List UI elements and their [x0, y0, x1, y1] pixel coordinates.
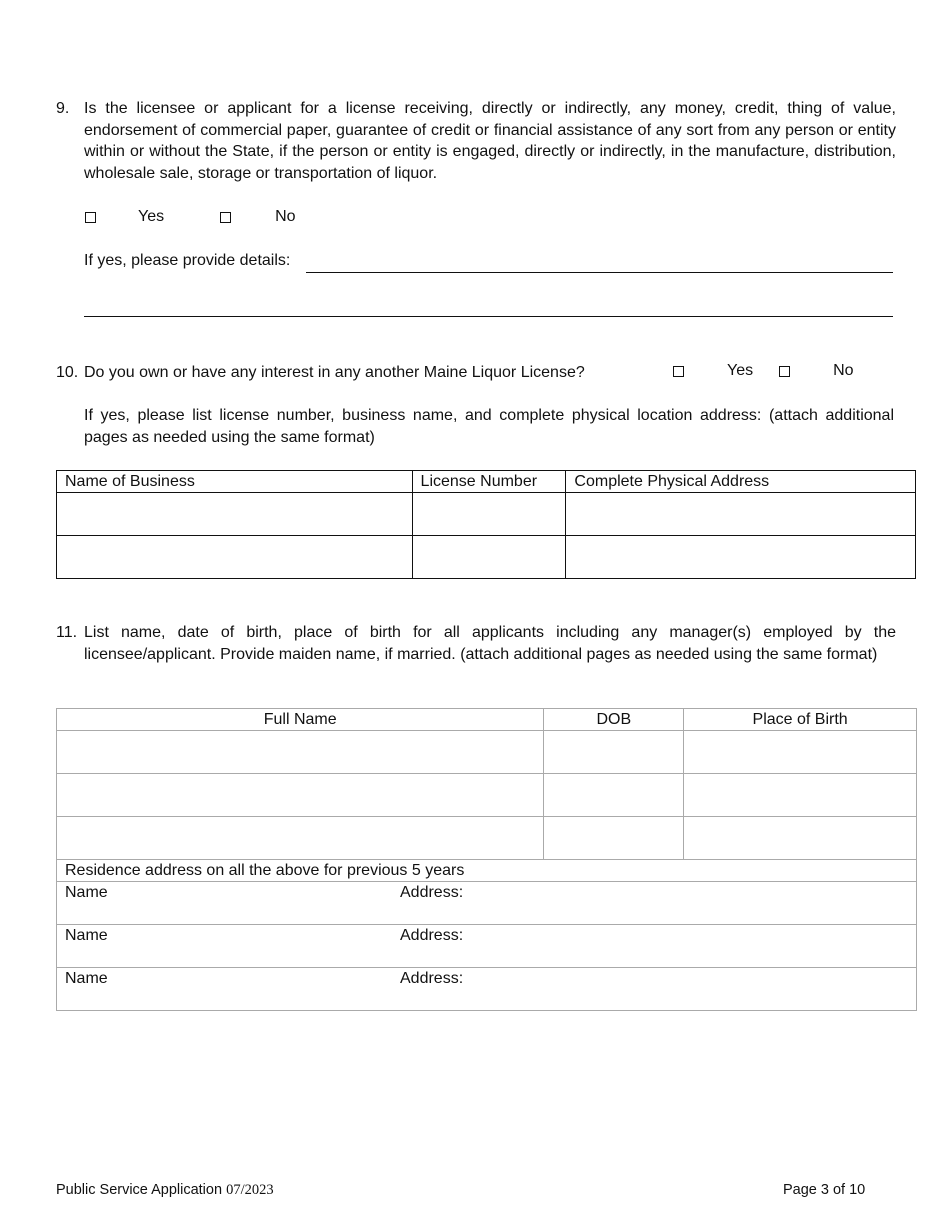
- question-number: 9.: [56, 100, 70, 117]
- address-cell[interactable]: [566, 493, 916, 536]
- form-name: Public Service Application: [56, 1182, 223, 1198]
- license-table: [56, 470, 916, 579]
- full-name-cell[interactable]: [57, 817, 544, 860]
- full-name-cell[interactable]: [57, 774, 544, 817]
- license-number-cell[interactable]: [412, 493, 566, 536]
- column-header: License Number: [412, 471, 566, 493]
- residence-row: [57, 882, 917, 925]
- dob-cell[interactable]: [544, 731, 684, 774]
- address-label: Address:: [400, 884, 464, 901]
- license-number-cell[interactable]: [412, 536, 566, 579]
- dob-cell[interactable]: [544, 817, 684, 860]
- q9-no-checkbox[interactable]: [220, 212, 231, 223]
- table-header-row: [57, 709, 917, 731]
- q9-no-label: No: [275, 208, 296, 225]
- name-label: Name: [65, 970, 108, 987]
- table-header-row: [57, 471, 916, 493]
- question-11: [56, 622, 896, 665]
- q9-yes-checkbox[interactable]: [85, 212, 96, 223]
- full-name-cell[interactable]: [57, 731, 544, 774]
- column-header: Name of Business: [57, 471, 413, 493]
- q10-no-label: No: [833, 362, 854, 379]
- business-name-cell[interactable]: [57, 493, 413, 536]
- question-text: Do you own or have any interest in any another Maine Liquor License?: [84, 364, 585, 381]
- residence-cell[interactable]: [57, 882, 917, 925]
- q9-yes-label: Yes: [138, 208, 165, 225]
- place-of-birth-cell[interactable]: [684, 774, 917, 817]
- name-label: Name: [65, 884, 108, 901]
- q10-instruction: If yes, please list license number, business name, and complete physical location address: (attach additional pages as needed using the same format): [84, 407, 894, 446]
- table-row: [57, 493, 916, 536]
- address-label: Address:: [400, 970, 464, 987]
- table-row: [57, 536, 916, 579]
- question-text: List name, date of birth, place of birth for all applicants including any manager(s) employed by the licensee/applicant. Provide maiden name, if married. (attach additional pages as needed using the same format): [84, 624, 896, 663]
- business-name-cell[interactable]: [57, 536, 413, 579]
- page-number: Page 3 of 10: [783, 1182, 866, 1198]
- table-row: [57, 774, 917, 817]
- question-9: [56, 98, 896, 184]
- q9-details-label: If yes, please provide details:: [84, 252, 291, 269]
- column-header: Full Name: [57, 709, 544, 731]
- question-text: Is the licensee or applicant for a license receiving, directly or indirectly, any money, credit, thing of value, endorsement of commercial paper, guarantee of credit or financial assistance of any sort from any person or entity within or without the State, if the person or entity is engaged, directly or indirectly, in the manufacture, distribution, wholesale sale, storage or transportation of liquor.: [84, 100, 896, 182]
- column-header: Complete Physical Address: [566, 471, 916, 493]
- q10-yes-checkbox[interactable]: [673, 366, 684, 377]
- residence-row: [57, 925, 917, 968]
- form-date: 07/2023: [226, 1182, 274, 1198]
- q9-options: [85, 208, 296, 226]
- residence-cell[interactable]: [57, 925, 917, 968]
- name-label: Name: [65, 927, 108, 944]
- residence-row: [57, 968, 917, 1011]
- address-cell[interactable]: [566, 536, 916, 579]
- q10-no-checkbox[interactable]: [779, 366, 790, 377]
- question-number: 11.: [56, 624, 78, 641]
- applicants-table: [56, 708, 917, 1011]
- q9-details-line-1[interactable]: [306, 258, 893, 273]
- place-of-birth-cell[interactable]: [684, 731, 917, 774]
- column-header: Place of Birth: [684, 709, 917, 731]
- dob-cell[interactable]: [544, 774, 684, 817]
- column-header: DOB: [544, 709, 684, 731]
- question-number: 10.: [56, 364, 79, 381]
- q9-details-line-2[interactable]: [84, 302, 893, 317]
- q10-options: [673, 362, 854, 380]
- place-of-birth-cell[interactable]: [684, 817, 917, 860]
- address-label: Address:: [400, 927, 464, 944]
- residence-header-row: [57, 860, 917, 882]
- residence-label: Residence address on all the above for previous 5 years: [57, 860, 917, 882]
- table-row: [57, 817, 917, 860]
- table-row: [57, 731, 917, 774]
- footer-left: [56, 1182, 274, 1199]
- q10-yes-label: Yes: [727, 362, 754, 379]
- residence-cell[interactable]: [57, 968, 917, 1011]
